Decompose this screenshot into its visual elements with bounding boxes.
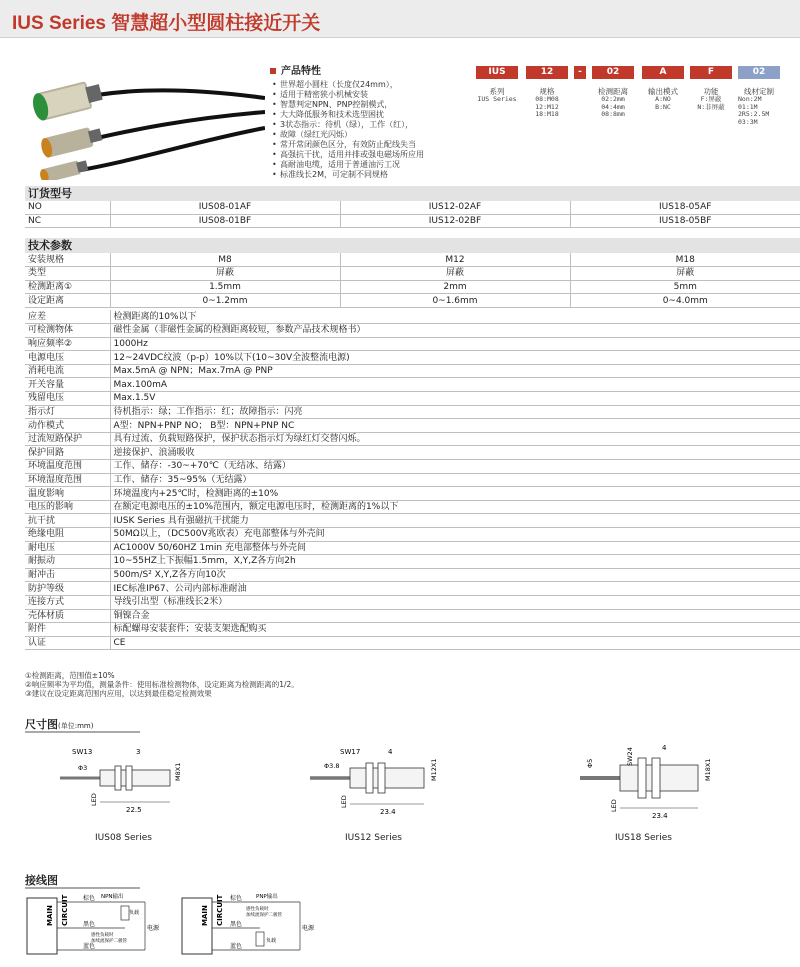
dim-sw: SW17 <box>340 748 361 756</box>
table-row <box>25 636 800 650</box>
dimension-drawing-ius12 <box>310 740 440 840</box>
feature-item: • 高耐油电缆，适用于普通油污工况 <box>270 160 475 170</box>
dim-nut: 4 <box>662 744 667 752</box>
row-key: 安装规格 <box>25 253 110 267</box>
wire-blue: 蓝色 <box>83 943 96 950</box>
row-key: 保护回路 <box>25 446 110 460</box>
specs-title: 技术参数 <box>25 238 800 253</box>
dim-led: LED <box>340 795 348 808</box>
wire-circuit: CIRCUIT <box>216 894 224 926</box>
code-box-function: F <box>690 66 732 79</box>
code-sub: F:屏蔽 N:非屏蔽 <box>697 95 725 111</box>
dimensions-title: 尺寸图(单位:mm) <box>25 718 94 731</box>
cell: M8 <box>110 253 340 267</box>
row-key: 消耗电流 <box>25 364 110 378</box>
row-key: 认证 <box>25 636 110 650</box>
order-table <box>25 201 800 228</box>
cell: IUS18-05AF <box>570 201 800 214</box>
feature-item: • 高强抗干扰，适用并排或强电磁场所应用 <box>270 150 475 160</box>
cell: 标配螺母安装套件；安装支架选配购买 <box>110 623 800 637</box>
wire-note2: 加续流保护二极管 <box>246 913 282 918</box>
row-key: 耐振动 <box>25 555 110 569</box>
divider <box>25 887 140 889</box>
note: ③建议在设定距离范围内应用，以达到最佳稳定检测效果 <box>25 689 212 698</box>
row-key: 可检测物体 <box>25 324 110 338</box>
table-row <box>25 555 800 569</box>
cell: 500m/S² X,Y,Z各方向10次 <box>110 568 800 582</box>
code-box-dash: - <box>574 66 586 79</box>
code-label: 规格 <box>539 87 555 96</box>
table-row <box>25 582 800 596</box>
cell: IUS18-05BF <box>570 214 800 227</box>
table-row <box>25 294 800 308</box>
cell: Max.100mA <box>110 378 800 392</box>
cell: IUSK Series 具有强磁抗干扰能力 <box>110 514 800 528</box>
wire-main: MAIN <box>46 905 54 926</box>
table-row <box>25 609 800 623</box>
cell: IUS12-02AF <box>340 201 570 214</box>
note: ①检测距离，范围值±10% <box>25 671 115 680</box>
cell: 1000Hz <box>110 337 800 351</box>
cell: 5mm <box>570 280 800 294</box>
title-bar <box>0 0 800 38</box>
wire-brown: 棕色 <box>83 895 96 902</box>
cell: 待机指示：绿；工作指示：红；故障指示：闪亮 <box>110 405 800 419</box>
row-key: 耐冲击 <box>25 568 110 582</box>
cell: 铜镍合金 <box>110 609 800 623</box>
code-box-size: 12 <box>526 66 568 79</box>
cell: Max.1.5V <box>110 392 800 406</box>
row-key: 环境湿度范围 <box>25 473 110 487</box>
wire-power: 电源 <box>302 925 315 932</box>
table-row <box>25 446 800 460</box>
dim-led: LED <box>90 793 98 806</box>
table-row <box>25 528 800 542</box>
table-row <box>25 405 800 419</box>
wire-note1: 感性负载时 <box>91 933 114 938</box>
cell: 0~4.0mm <box>570 294 800 308</box>
row-key: 应差 <box>25 310 110 324</box>
code-label: 线材定制 <box>744 87 774 96</box>
wire-brown: 棕色 <box>230 895 243 902</box>
feature-item: • 大大降低服务和技术选型困扰 <box>270 110 475 120</box>
code-box-series: IUS <box>476 66 518 79</box>
row-key: NC <box>25 214 110 227</box>
feature-item: • 故障（绿红光闪烁） <box>270 130 475 140</box>
code-sub: 08:M08 12:M12 18:M18 <box>535 95 559 118</box>
dim-sw: SW13 <box>72 748 93 756</box>
cell: 工作、储存：35~95%（无结露） <box>110 473 800 487</box>
dim-phi: Φ5 <box>586 758 594 768</box>
code-sub: 02:2mm 04:4mm 08:8mm <box>601 95 625 118</box>
row-key: 绝缘电阻 <box>25 528 110 542</box>
row-key: 残留电压 <box>25 392 110 406</box>
specs-table <box>25 253 800 308</box>
wire-power: 电源 <box>147 925 160 932</box>
row-key: 环境温度范围 <box>25 460 110 474</box>
divider <box>25 731 140 733</box>
cell: Max.5mA @ NPN；Max.7mA @ PNP <box>110 364 800 378</box>
code-box-distance: 02 <box>592 66 634 79</box>
dim-length: 23.4 <box>380 808 396 816</box>
row-key: 过流短路保护 <box>25 432 110 446</box>
code-label: 输出模式 <box>648 87 678 96</box>
cell: 环境温度内+25℃时，检测距离的±10% <box>110 487 800 501</box>
cell: 0~1.6mm <box>340 294 570 308</box>
table-row <box>25 267 800 281</box>
code-label: 系列 <box>489 87 505 96</box>
wire-blue: 蓝色 <box>230 943 243 950</box>
code-sub: Non:2M 01:1M 2R5:2.5M 03:3M <box>738 95 770 126</box>
row-key: 开关容量 <box>25 378 110 392</box>
row-key: 附件 <box>25 623 110 637</box>
row-key: 指示灯 <box>25 405 110 419</box>
row-key: 温度影响 <box>25 487 110 501</box>
feature-item: • 标准线长2M，可定制不同规格 <box>270 170 475 180</box>
table-row <box>25 364 800 378</box>
row-key: 抗干扰 <box>25 514 110 528</box>
code-sub: IUS Series <box>477 95 517 103</box>
order-title: 订货型号 <box>25 186 800 201</box>
cell: 0~1.2mm <box>110 294 340 308</box>
cell: IUS12-02BF <box>340 214 570 227</box>
dim-length: 22.5 <box>126 806 142 814</box>
product-image <box>20 60 265 180</box>
row-key: 动作模式 <box>25 419 110 433</box>
note: ②响应频率为平均值，测量条件：使用标准检测物体，设定距离为检测距离的1/2。 <box>25 680 299 689</box>
dimension-drawing-ius08 <box>60 740 190 840</box>
cell: 屏蔽 <box>570 267 800 281</box>
table-row <box>25 201 800 214</box>
features-title: 产品特性 <box>270 62 475 77</box>
row-key: 连接方式 <box>25 595 110 609</box>
wire-load: 负载 <box>266 938 277 944</box>
dim-phi: Φ3.8 <box>324 762 340 770</box>
code-sub: A:NO B:NC <box>655 95 671 111</box>
feature-item: • 常开常闭颜色区分，有效防止配线失当 <box>270 140 475 150</box>
dim-thread: M18X1 <box>704 758 712 781</box>
cell: 在额定电源电压的±10%范围内，额定电源电压时，检测距离的1%以下 <box>110 500 800 514</box>
table-row <box>25 214 800 227</box>
cell: 屏蔽 <box>110 267 340 281</box>
specs-table-single <box>25 310 800 650</box>
feature-item: • 适用于精密狭小机械安装 <box>270 90 475 100</box>
table-row <box>25 500 800 514</box>
table-row <box>25 432 800 446</box>
cell: M12 <box>340 253 570 267</box>
table-row <box>25 623 800 637</box>
table-row <box>25 324 800 338</box>
cell: 10~55HZ上下振幅1.5mm，X,Y,Z各方向2h <box>110 555 800 569</box>
cell: 工作、储存：-30~+70℃（无结冰、结露） <box>110 460 800 474</box>
dim-caption: IUS12 Series <box>345 833 402 843</box>
cell: IUS08-01BF <box>110 214 340 227</box>
code-box-cable: 02 <box>738 66 780 79</box>
cell: A型：NPN+PNP NO； B型：NPN+PNP NC <box>110 419 800 433</box>
table-row <box>25 595 800 609</box>
row-key: 设定距离 <box>25 294 110 308</box>
table-row <box>25 392 800 406</box>
features <box>270 62 475 180</box>
code-label: 检测距离 <box>598 87 628 96</box>
wire-note2: 加续流保护二极管 <box>91 939 127 944</box>
row-key: 电压的影响 <box>25 500 110 514</box>
feature-item: • 智慧判定NPN、PNP控制模式， <box>270 100 475 110</box>
code-label: 功能 <box>703 87 719 96</box>
table-row <box>25 280 800 294</box>
wire-npn: NPN输出 <box>101 894 124 900</box>
code-box-output: A <box>642 66 684 79</box>
page-title: IUS Series 智慧超小型圆柱接近开关 <box>12 13 321 34</box>
wiring-title: 接线图 <box>25 874 58 887</box>
cell: IUS08-01AF <box>110 201 340 214</box>
row-key: 检测距离① <box>25 280 110 294</box>
dim-sw: SW24 <box>626 747 634 766</box>
cell: 导线引出型（标准线长2米） <box>110 595 800 609</box>
row-key: 耐电压 <box>25 541 110 555</box>
notes <box>25 671 299 698</box>
wire-pnp: PNP输出 <box>256 894 278 900</box>
cell: 50MΩ以上，（DC500V兆欧表）充电部整体与外壳间 <box>110 528 800 542</box>
cell: 磁性金属（非磁性金属的检测距离较短，参数产品技术规格书） <box>110 324 800 338</box>
table-row <box>25 473 800 487</box>
dim-caption: IUS08 Series <box>95 833 152 843</box>
wiring-diagram-npn <box>25 890 165 962</box>
table-row <box>25 514 800 528</box>
cell: 2mm <box>340 280 570 294</box>
table-row <box>25 568 800 582</box>
dim-led: LED <box>610 799 618 812</box>
features-list <box>270 80 475 180</box>
cell: 具有过流、负载短路保护，保护状态指示灯为绿红灯交替闪烁。 <box>110 432 800 446</box>
dim-thread: M8X1 <box>174 762 182 781</box>
cell: 屏蔽 <box>340 267 570 281</box>
dim-phi: Φ3 <box>78 764 88 772</box>
cell: 检测距离的10%以下 <box>110 310 800 324</box>
wire-black: 黑色 <box>83 921 96 928</box>
cell: IEC标准IP67、公司内部标准耐油 <box>110 582 800 596</box>
table-row <box>25 378 800 392</box>
cell: 1.5mm <box>110 280 340 294</box>
row-key: 防护等级 <box>25 582 110 596</box>
cell: 逆接保护、浪涌吸收 <box>110 446 800 460</box>
row-key: 类型 <box>25 267 110 281</box>
table-row <box>25 310 800 324</box>
table-row <box>25 351 800 365</box>
dim-nut: 4 <box>388 748 393 756</box>
dim-thread: M12X1 <box>430 758 438 781</box>
wire-main: MAIN <box>201 905 209 926</box>
cell: CE <box>110 636 800 650</box>
dim-nut: 3 <box>136 748 141 756</box>
table-row <box>25 487 800 501</box>
wire-note1: 感性负载时 <box>246 907 269 912</box>
table-row <box>25 253 800 267</box>
row-key: NO <box>25 201 110 214</box>
wire-circuit: CIRCUIT <box>61 894 69 926</box>
feature-item: • 3状态指示：待机（绿），工作（红）， <box>270 120 475 130</box>
wiring-diagram-pnp <box>180 890 320 962</box>
model-code <box>476 66 796 136</box>
dimension-drawing-ius18 <box>580 740 720 840</box>
row-key: 电源电压 <box>25 351 110 365</box>
wire-load: 负载 <box>129 910 140 916</box>
cell: M18 <box>570 253 800 267</box>
table-row <box>25 541 800 555</box>
feature-item: • 世界超小圆柱（长度仅24mm）， <box>270 80 475 90</box>
table-row <box>25 419 800 433</box>
wire-black: 黑色 <box>230 921 243 928</box>
cell: 12~24VDC纹波（p-p）10%以下(10~30V全波整流电源) <box>110 351 800 365</box>
cell: AC1000V 50/60HZ 1min 充电部整体与外壳间 <box>110 541 800 555</box>
row-key: 响应频率② <box>25 337 110 351</box>
table-row <box>25 460 800 474</box>
table-row <box>25 337 800 351</box>
row-key: 壳体材质 <box>25 609 110 623</box>
dim-length: 23.4 <box>652 812 668 820</box>
dim-caption: IUS18 Series <box>615 833 672 843</box>
